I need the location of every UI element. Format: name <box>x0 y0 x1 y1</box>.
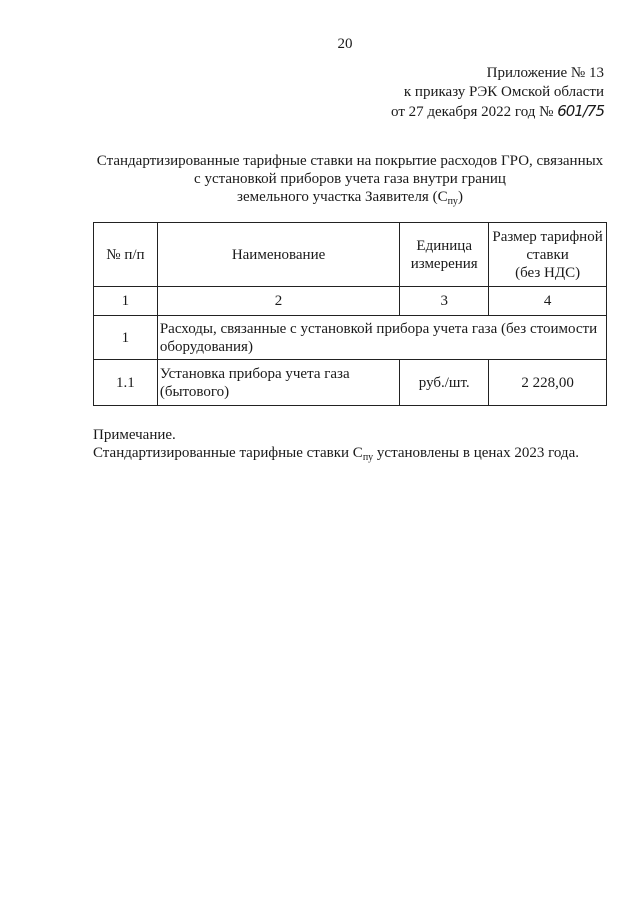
header-unit <box>400 223 489 287</box>
index-cell: 1 <box>94 287 158 316</box>
header-rate-line-1: Размер тарифной <box>492 228 603 245</box>
note-block <box>93 426 623 467</box>
row-unit: руб./шт. <box>400 360 489 406</box>
appendix-line-2: к приказу РЭК Омской области <box>403 84 604 100</box>
appendix-date-text: от 27 декабря 2022 год № <box>391 104 554 120</box>
header-unit-line-2: измерения <box>410 255 478 272</box>
header-num: № п/п <box>94 223 158 287</box>
title-line-3-suffix: ) <box>457 189 463 205</box>
header-unit-line-1: Единица <box>416 237 472 254</box>
table-row <box>94 360 607 406</box>
header-name: Наименование <box>157 223 399 287</box>
table-index-row <box>94 287 607 316</box>
header-rate <box>489 223 607 287</box>
index-cell: 4 <box>489 287 607 316</box>
tariff-table <box>93 222 607 406</box>
header-rate-line-2: ставки <box>526 246 569 263</box>
appendix-line-3 <box>274 102 604 122</box>
note-text <box>93 444 623 467</box>
title-line-3 <box>80 188 620 211</box>
title-line-3-prefix: земельного участка Заявителя (С <box>237 189 448 205</box>
appendix-block <box>274 64 604 122</box>
page-number: 20 <box>337 36 353 52</box>
document-title <box>80 152 620 211</box>
table-section-row <box>94 316 607 360</box>
note-text-prefix: Стандартизированные тарифные ставки С <box>93 445 363 461</box>
appendix-line-1: Приложение № 13 <box>486 65 604 81</box>
title-subscript: пу <box>447 196 458 207</box>
row-name: Установка прибора учета газа (бытового) <box>157 360 399 406</box>
title-line-1: Стандартизированные тарифные ставки на покрытие расходов ГРО, связанных <box>96 153 604 169</box>
index-cell: 3 <box>400 287 489 316</box>
note-text-suffix: установлены в ценах 2023 года. <box>373 445 579 461</box>
header-rate-line-3: (без НДС) <box>515 264 581 281</box>
table-header-row <box>94 223 607 287</box>
title-line-2: с установкой приборов учета газа внутри границ <box>194 171 506 187</box>
note-heading: Примечание. <box>93 427 176 443</box>
section-num: 1 <box>94 316 158 360</box>
row-rate: 2 228,00 <box>489 360 607 406</box>
row-num: 1.1 <box>94 360 158 406</box>
note-subscript: пу <box>362 452 374 463</box>
index-cell: 2 <box>157 287 399 316</box>
order-number-handwritten: 601/75 <box>557 102 604 120</box>
section-text: Расходы, связанные с установкой прибора учета газа (без стоимости оборудования) <box>157 316 606 360</box>
